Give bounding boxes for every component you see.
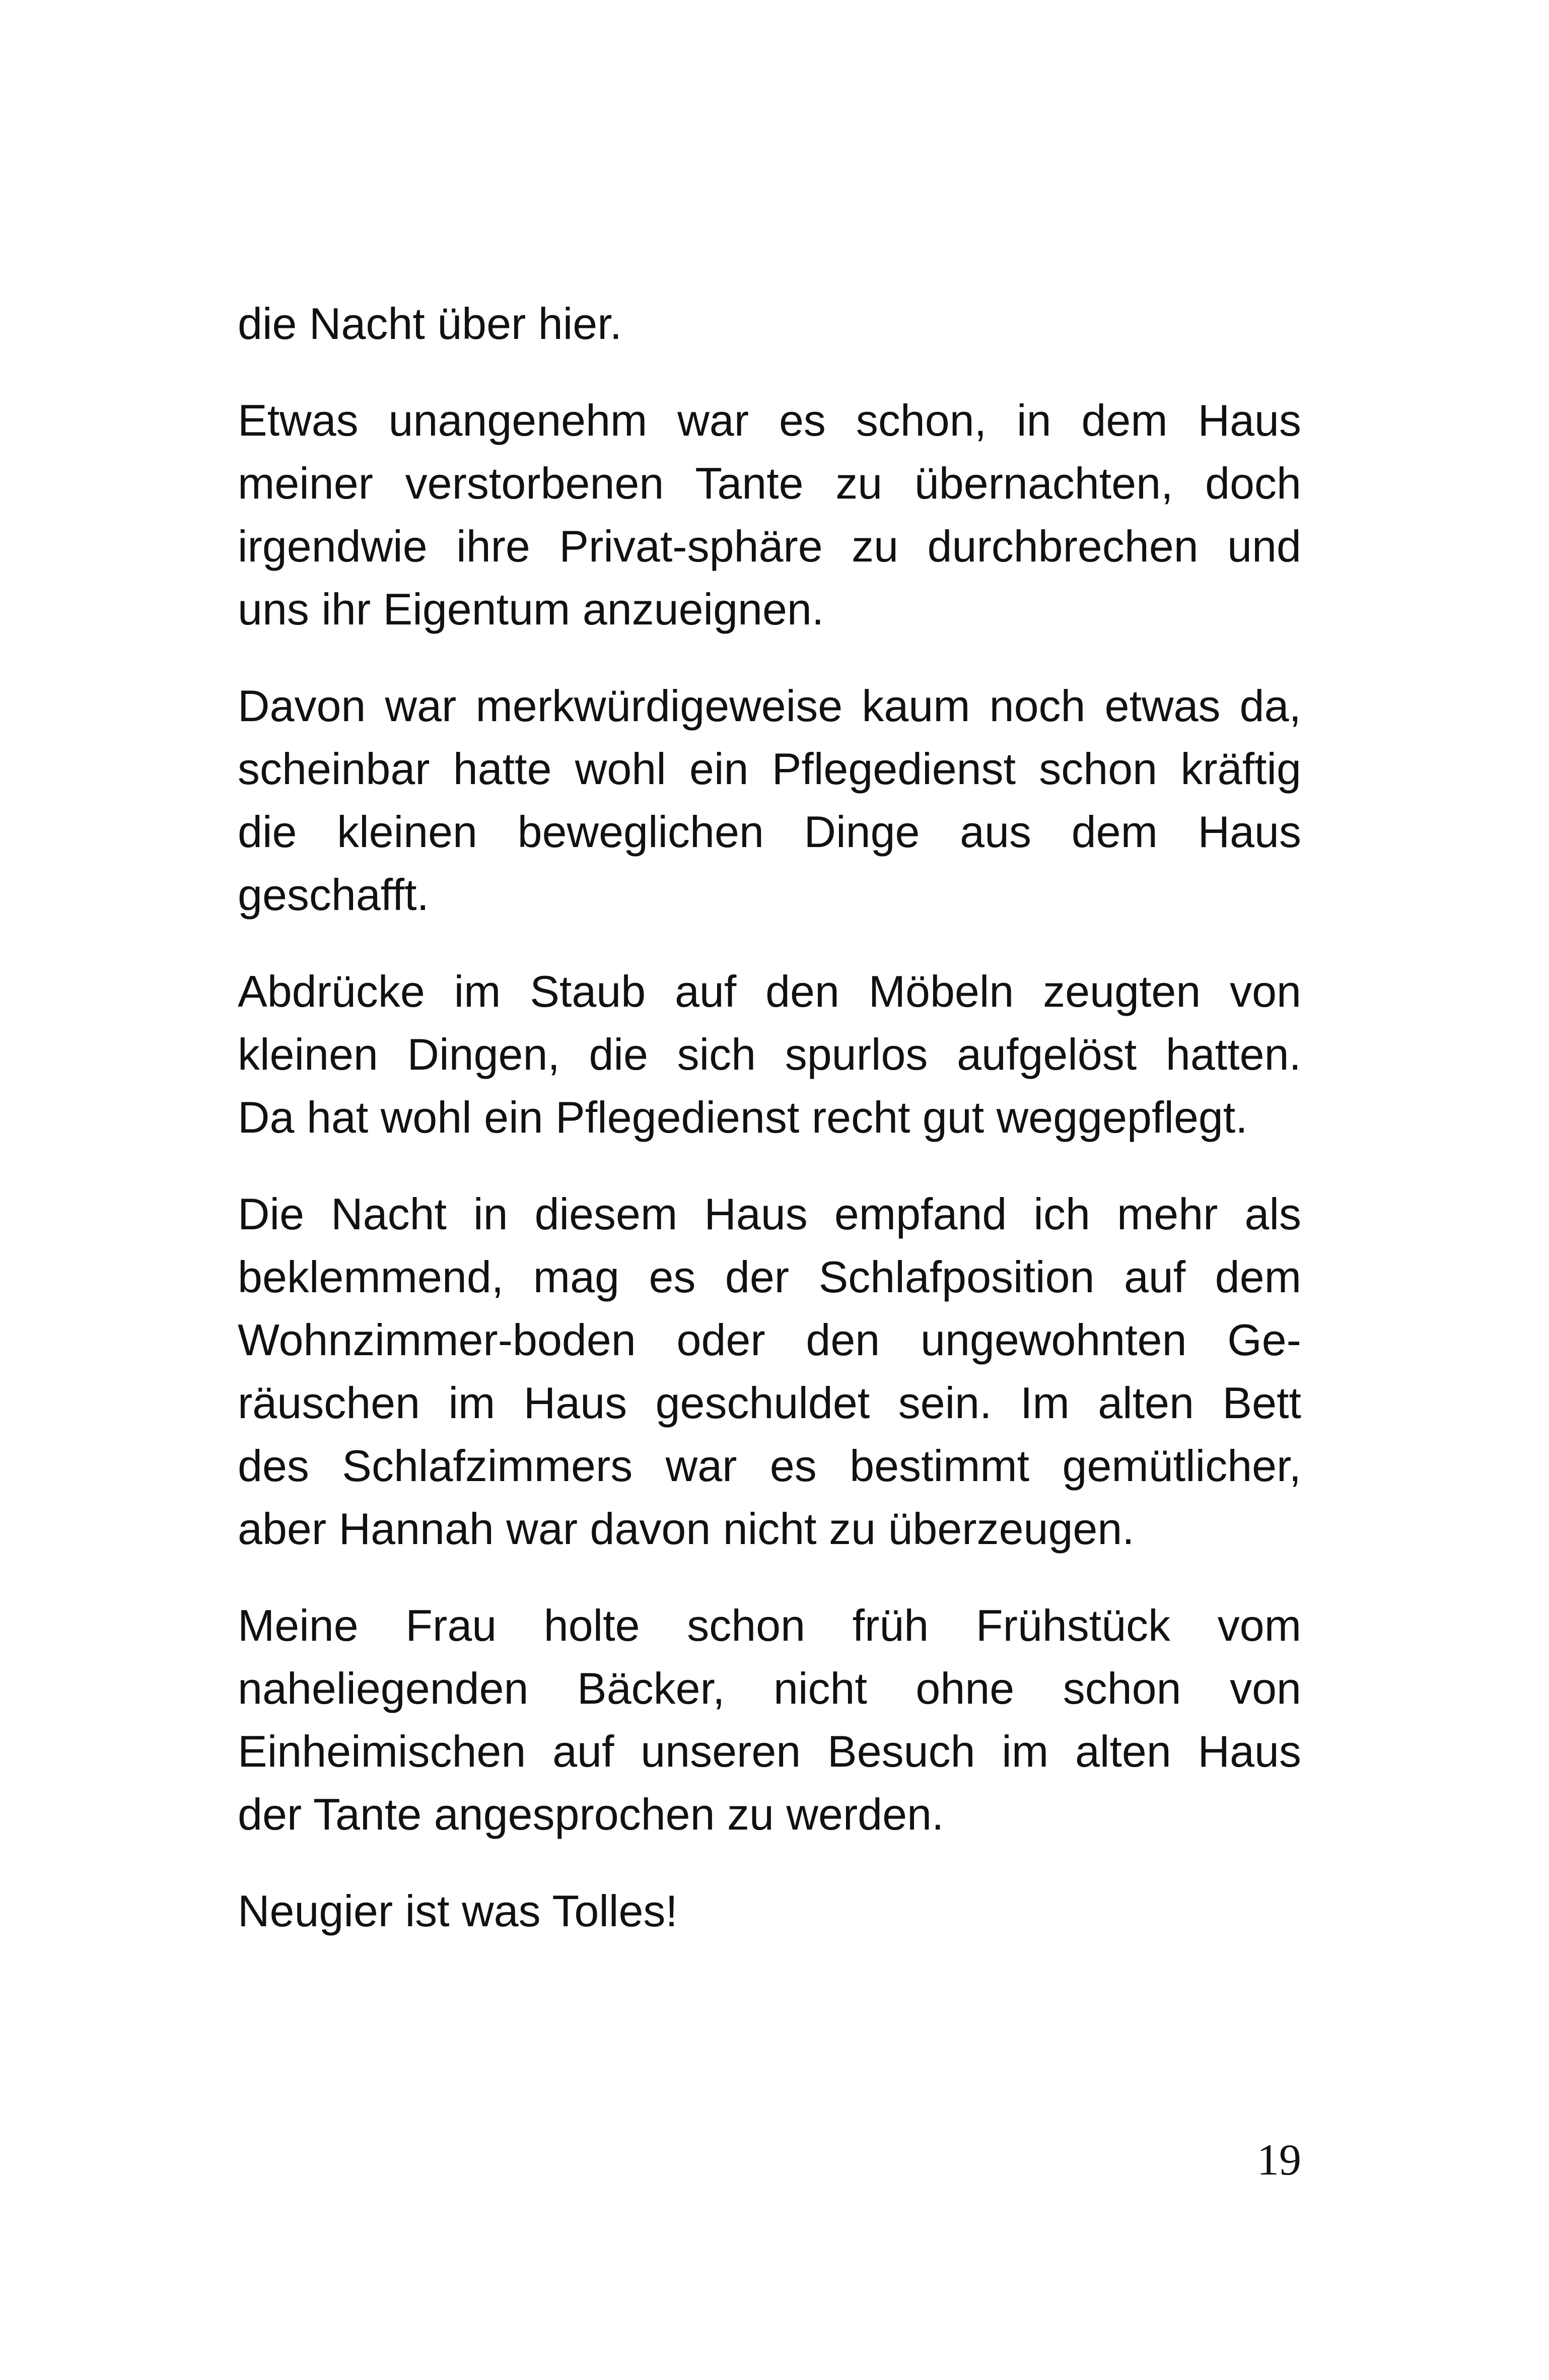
text-line: die Nacht über hier. <box>238 299 622 348</box>
text-line: Da hat wohl ein Pflegedienst recht gut weggepflegt. <box>238 1092 1248 1142</box>
text-line: Wohnzimmer-boden oder den ungewohnten Ge- <box>238 1315 1301 1365</box>
page-number: 19 <box>1257 2136 1301 2185</box>
text-line: Meine Frau holte schon früh Frühstück vom <box>238 1600 1301 1650</box>
text-line: beklemmend, mag es der Schlafposition auf dem <box>238 1252 1301 1302</box>
paragraph <box>238 674 1301 926</box>
text-line: die kleinen beweglichen Dinge aus dem Haus <box>238 807 1301 857</box>
text-line: uns ihr Eigentum anzueignen. <box>238 584 824 634</box>
text-line: naheliegenden Bäcker, nicht ohne schon von <box>238 1663 1301 1713</box>
paragraph <box>238 389 1301 641</box>
text-line: Abdrücke im Staub auf den Möbeln zeugten von <box>238 966 1301 1016</box>
text-line: der Tante angesprochen zu werden. <box>238 1789 944 1839</box>
text-line: Die Nacht in diesem Haus empfand ich mehr als <box>238 1189 1301 1239</box>
text-line: geschafft. <box>238 870 429 920</box>
text-line: Neugier ist was Tolles! <box>238 1886 678 1936</box>
text-line: meiner verstorbenen Tante zu übernachten, doch <box>238 458 1301 508</box>
text-line: irgendwie ihre Privat-sphäre zu durchbrechen und <box>238 521 1301 571</box>
text-line: kleinen Dingen, die sich spurlos aufgelöst hatten. <box>238 1029 1301 1079</box>
text-line: Davon war merkwürdigeweise kaum noch etwas da, <box>238 681 1301 731</box>
paragraph <box>238 960 1301 1149</box>
text-line: scheinbar hatte wohl ein Pflegedienst schon kräftig <box>238 744 1301 794</box>
paragraph <box>238 1879 1301 1942</box>
body-text <box>238 292 1301 1942</box>
text-line: aber Hannah war davon nicht zu überzeugen. <box>238 1504 1135 1554</box>
paragraph <box>238 292 1301 355</box>
paragraph <box>238 1594 1301 1846</box>
text-line: Einheimischen auf unseren Besuch im alten Haus <box>238 1726 1301 1776</box>
text-line: räuschen im Haus geschuldet sein. Im alten Bett <box>238 1378 1301 1428</box>
paragraph <box>238 1182 1301 1560</box>
text-line: Etwas unangenehm war es schon, in dem Haus <box>238 395 1301 445</box>
text-line: des Schlafzimmers war es bestimmt gemütlicher, <box>238 1441 1301 1491</box>
